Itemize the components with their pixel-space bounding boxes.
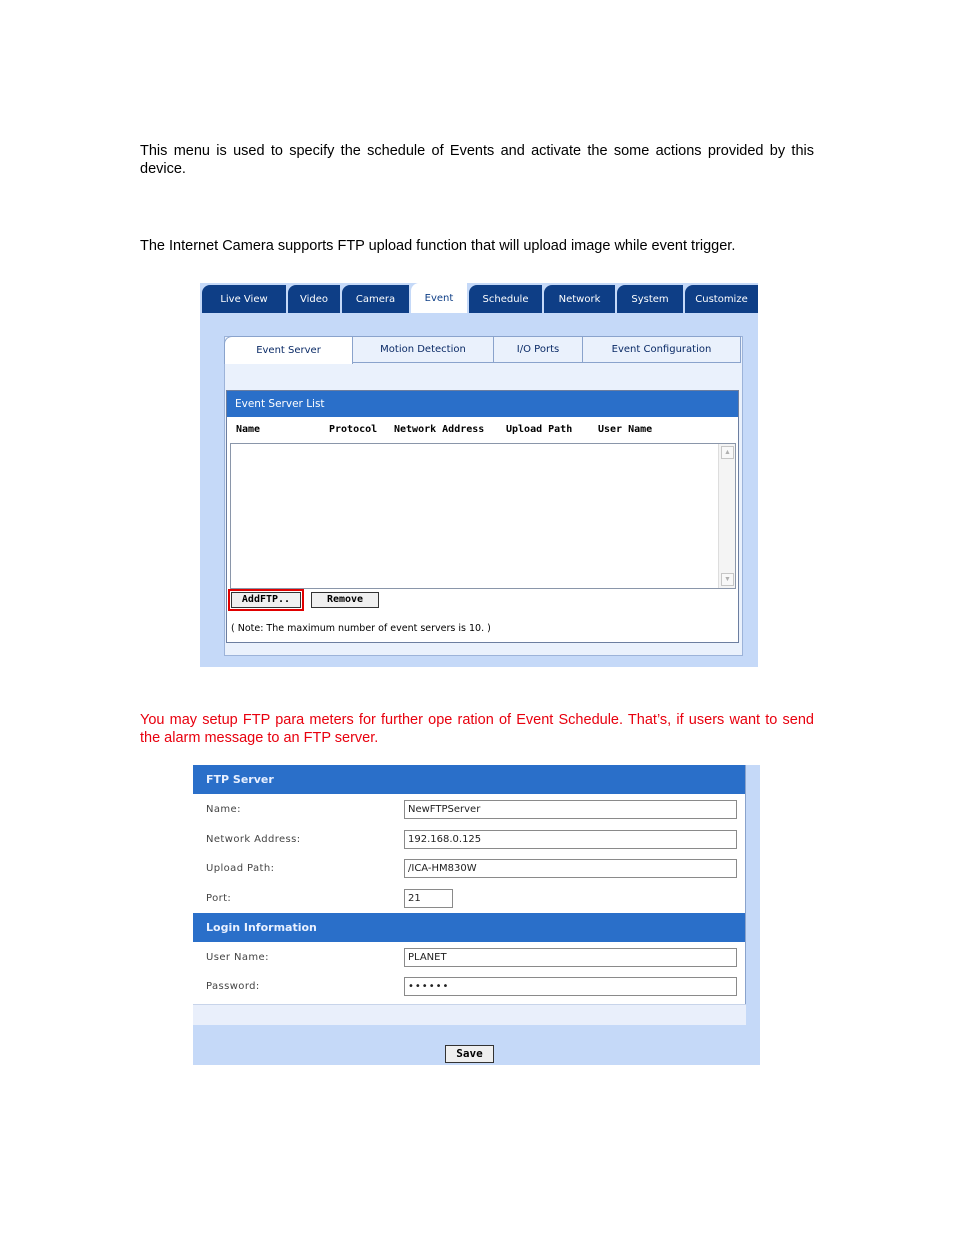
addftp-button[interactable]: AddFTP.. [231,592,301,608]
column-protocol: Protocol [329,424,378,435]
subtab-event-server[interactable]: Event Server [224,336,353,364]
name-label: Name: [206,804,241,815]
scroll-down-icon[interactable]: ▼ [721,573,734,586]
tab-system[interactable]: System [617,285,685,313]
tab-schedule[interactable]: Schedule [469,285,544,313]
subtab-io-ports[interactable]: I/O Ports [494,336,583,363]
tab-camera[interactable]: Camera [342,285,411,313]
event-server-list-panel [226,390,739,643]
name-input[interactable]: NewFTPServer [404,800,737,819]
event-server-screenshot [200,283,758,667]
event-server-listbox[interactable] [230,443,736,589]
sub-tab-bar [224,336,741,364]
subtab-motion-detection[interactable]: Motion Detection [353,336,494,363]
ftp-server-screenshot [193,765,760,1065]
column-name: Name [236,424,261,435]
tab-video[interactable]: Video [288,285,342,313]
port-label: Port: [206,893,232,904]
network-address-input[interactable]: 192.168.0.125 [404,830,737,849]
setup-paragraph: You may setup FTP para meters for further ope ration of Event Schedule. That’s, if users want to send the alarm message to an FTP server. [140,712,814,746]
column-network-address: Network Address [394,424,485,435]
column-upload-path: Upload Path [506,424,573,435]
tab-live-view[interactable]: Live View [202,285,288,313]
tab-network[interactable]: Network [544,285,617,313]
save-button[interactable]: Save [445,1045,494,1063]
port-input[interactable]: 21 [404,889,453,908]
login-info-section-header: Login Information [193,913,745,942]
intro-paragraph: This menu is used to specify the schedule of Events and activate the some actions provided by this device. [140,143,814,177]
upload-path-label: Upload Path: [206,863,275,874]
main-tab-bar [200,283,758,313]
password-input[interactable]: •••••• [404,977,737,996]
event-server-list-title: Event Server List [227,391,738,417]
tab-event[interactable]: Event [411,283,469,313]
network-address-label: Network Address: [206,834,301,845]
listbox-scrollbar[interactable] [718,444,735,588]
ftp-description: The Internet Camera supports FTP upload function that will upload image while event trigger. [140,238,736,254]
tab-customize[interactable]: Customize [685,285,758,313]
scroll-up-icon[interactable]: ▲ [721,446,734,459]
subtab-event-configuration[interactable]: Event Configuration [583,336,741,363]
user-name-input[interactable]: PLANET [404,948,737,967]
max-servers-note: ( Note: The maximum number of event servers is 10. ) [231,623,491,634]
remove-button[interactable]: Remove [311,592,379,608]
column-user-name: User Name [598,424,653,435]
upload-path-input[interactable]: /ICA-HM830W [404,859,737,878]
user-name-label: User Name: [206,952,269,963]
ftp-server-section-header: FTP Server [193,765,745,794]
password-label: Password: [206,981,260,992]
